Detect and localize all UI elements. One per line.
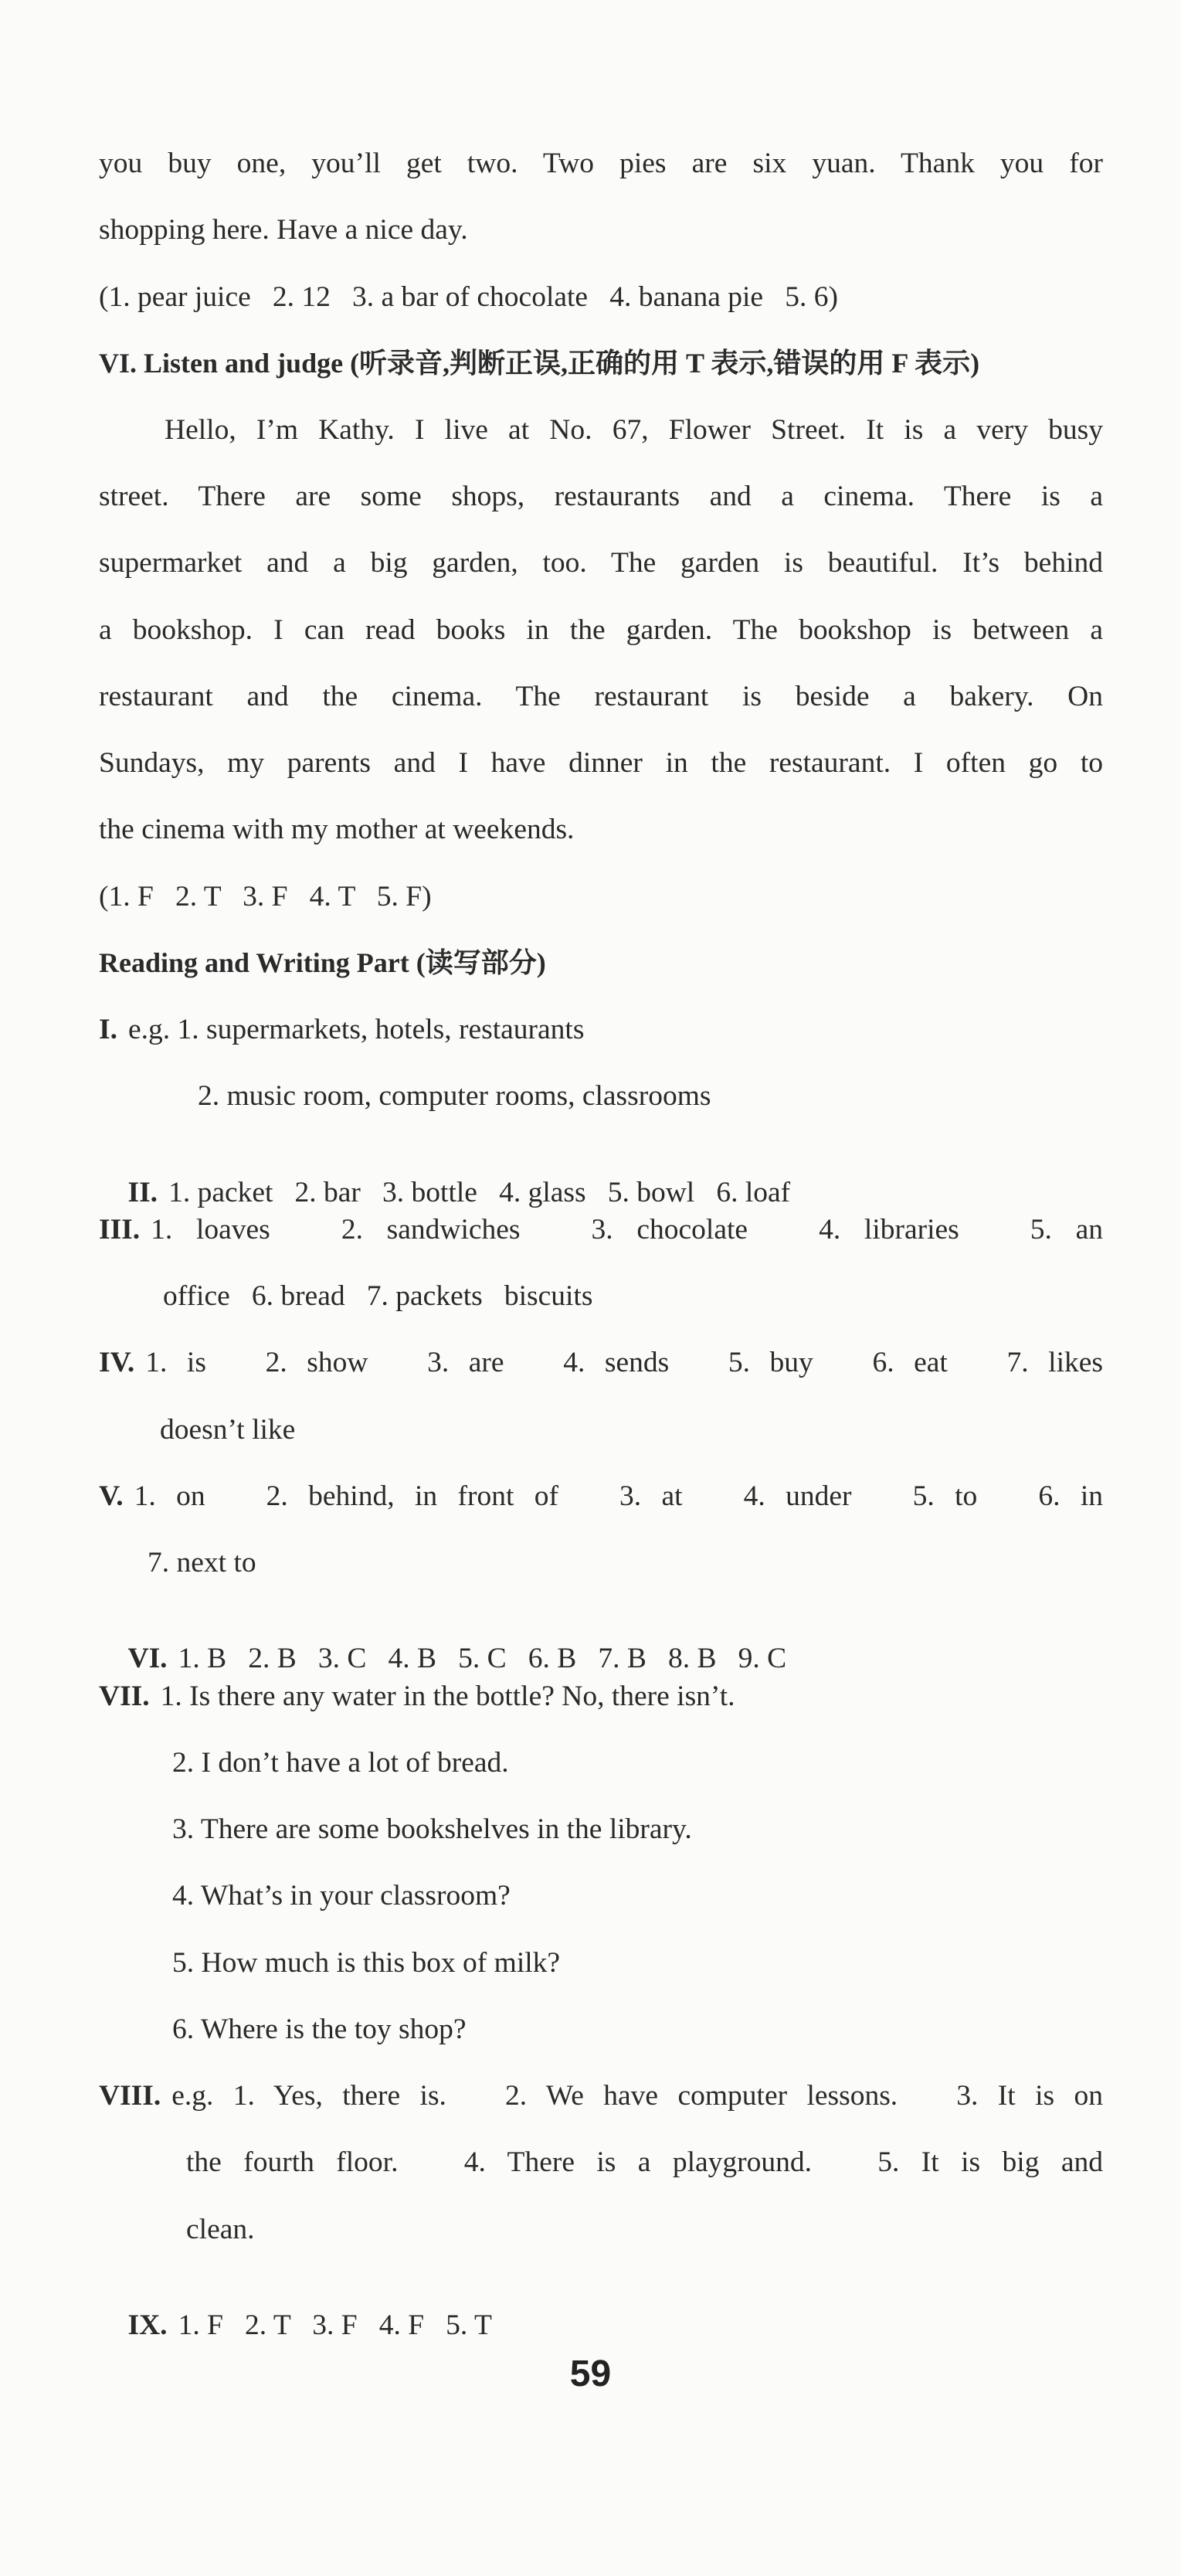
answer-line: VI. 1. B 2. B 3. C 4. B 5. C 6. B 7. B 8. B 9. C <box>127 1642 787 1674</box>
answer-line: office 6. bread 7. packets biscuits <box>163 1280 593 1312</box>
question-number: VIII. <box>99 2080 161 2112</box>
passage-line: a bookshop. I can read books in the garden. The bookshop is between a <box>99 614 1103 646</box>
answer-line: VII. 1. Is there any water in the bottle? No, there isn’t. <box>99 1681 735 1712</box>
question-number: I. <box>99 1014 117 1045</box>
question-number: IV. <box>99 1347 135 1378</box>
answer-line: 2. music room, computer rooms, classrooms <box>198 1080 711 1112</box>
answer-line: 2. I don’t have a lot of bread. <box>172 1747 509 1779</box>
answer-line: IX. 1. F 2. T 3. F 4. F 5. T <box>127 2309 492 2341</box>
question-number: II. <box>127 1176 158 1208</box>
answer-line: 4. What’s in your classroom? <box>172 1880 511 1912</box>
answer-line: II. 1. packet 2. bar 3. bottle 4. glass 5. bowl 6. loaf <box>127 1176 791 1208</box>
passage-line: Hello, I’m Kathy. I live at No. 67, Flower Street. It is a very busy <box>165 414 1103 446</box>
question-number: III. <box>99 1214 141 1246</box>
answer-line: 7. next to <box>148 1547 256 1579</box>
answer-line: the fourth floor. 4. There is a playground. 5. It is big and <box>186 2146 1103 2178</box>
answer-line: (1. pear juice 2. 12 3. a bar of chocolate 4. banana pie 5. 6) <box>99 281 838 313</box>
passage-line: supermarket and a big garden, too. The garden is beautiful. It’s behind <box>99 547 1103 579</box>
text-line: you buy one, you’ll get two. Two pies are six yuan. Thank you for <box>99 148 1103 179</box>
answer-line: V. 1. on 2. behind, in front of 3. at 4. under 5. to 6. in <box>99 1480 1103 1512</box>
answer-line: 3. There are some bookshelves in the library. <box>172 1813 692 1845</box>
answer-line: I. e.g. 1. supermarkets, hotels, restaurants <box>99 1014 585 1045</box>
answer-line: (1. F 2. T 3. F 4. T 5. F) <box>99 881 432 912</box>
answer-line: III. 1. loaves 2. sandwiches 3. chocolate 4. libraries 5. an <box>99 1214 1103 1246</box>
passage-line: restaurant and the cinema. The restaurant is beside a bakery. On <box>99 681 1103 712</box>
part-heading: Reading and Writing Part (读写部分) <box>99 947 546 978</box>
passage-line: Sundays, my parents and I have dinner in the restaurant. I often go to <box>99 747 1103 779</box>
page-number: 59 <box>569 2353 612 2394</box>
question-number: VII. <box>99 1681 150 1712</box>
answer-line: IV. 1. is 2. show 3. are 4. sends 5. buy 6. eat 7. likes <box>99 1347 1103 1378</box>
text-line: shopping here. Have a nice day. <box>99 214 468 246</box>
question-number: IX. <box>127 2309 168 2341</box>
answer-line: doesn’t like <box>160 1414 296 1446</box>
answer-line: clean. <box>186 2214 255 2245</box>
question-number: V. <box>99 1480 124 1512</box>
section-heading: VI. Listen and judge (听录音,判断正误,正确的用 T 表示,错误的用 F 表示) <box>99 348 980 379</box>
question-number: VI. <box>127 1642 168 1674</box>
passage-line: street. There are some shops, restaurants and a cinema. There is a <box>99 481 1103 512</box>
passage-line: the cinema with my mother at weekends. <box>99 814 575 845</box>
answer-line: 6. Where is the toy shop? <box>172 2014 467 2045</box>
answer-line: 5. How much is this box of milk? <box>172 1947 561 1979</box>
answer-line: VIII. e.g. 1. Yes, there is. 2. We have computer lessons. 3. It is on <box>99 2080 1103 2112</box>
